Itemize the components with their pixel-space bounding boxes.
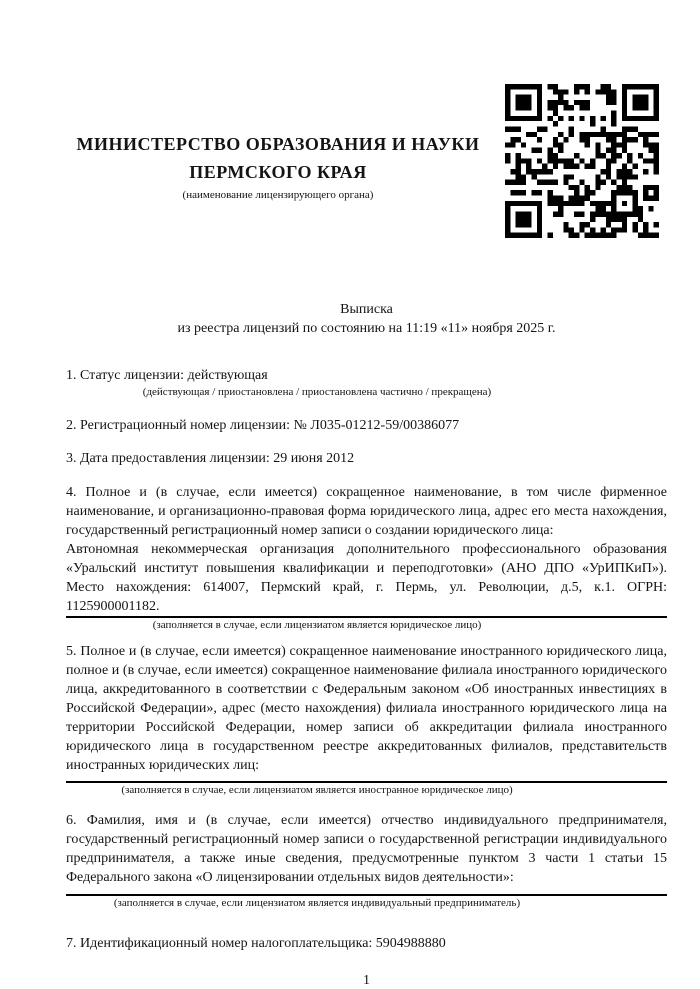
item-entrepreneur-caption: (заполняется в случае, если лицензиатом является индивидуальный предприниматель) [113, 897, 521, 909]
authority-name-line1: МИНИСТЕРСТВО ОБРАЗОВАНИЯ И НАУКИ [76, 134, 480, 154]
authority-caption: (наименование лицензирующего органа) [182, 189, 374, 201]
licensing-authority-header [66, 130, 490, 202]
item-legal-entity-question: 4. Полное и (в случае, если имеется) сокращенное наименование, в том числе фирменное наименование, и организационно-правовая форма юридического лица, адрес его места нахождения, государственный регистрационный номер записи о создании юридического лица: [66, 485, 667, 538]
item-license-date: 3. Дата предоставления лицензии: 29 июня 2012 [66, 451, 355, 466]
item-entrepreneur-question: 6. Фамилия, имя и (в случае, если имеется) отчество индивидуального предпринимателя, государственный регистрационный номер записи о государственной регистрации индивидуального предпринимателя, а также иные сведения, предусмотренные пунктом 3 части 1 статьи 15 Федерального закона «О лицензировании отдельных видов деятельности»: [66, 813, 667, 885]
item-legal-entity-caption: (заполняется в случае, если лицензиатом является юридическое лицо) [152, 619, 482, 631]
authority-name-line2: ПЕРМСКОГО КРАЯ [189, 162, 367, 182]
item-registration-number: 2. Регистрационный номер лицензии: № Л035-01212-59/00386077 [66, 418, 460, 433]
title-line1: Выписка [340, 302, 393, 317]
item-license-status: 1. Статус лицензии: действующая [66, 368, 268, 383]
item-license-status-caption: (действующая / приостановлена / приостановлена частично / прекращена) [142, 386, 492, 398]
document-content [66, 0, 667, 989]
item-taxpayer-number: 7. Идентификационный номер налогоплательщика: 5904988880 [66, 936, 446, 951]
item-legal-entity-answer: Автономная некоммерческая организация дополнительного профессионального образования «Уральский институт повышения квалификации и переподготовки» (АНО ДПО «УрИПКиП»). Место нахождения: 614007, Пермский край, г. Пермь, ул. Революции, д.5, к.1. ОГРН: 1125900001182. [66, 542, 667, 614]
title-line2: из реестра лицензий по состоянию на 11:19 «11» ноября 2025 г. [177, 321, 556, 336]
page-number: 1 [363, 973, 370, 988]
item-foreign-entity-caption: (заполняется в случае, если лицензиатом является иностранное юридическое лицо) [121, 784, 513, 796]
item-foreign-entity-question: 5. Полное и (в случае, если имеется) сокращенное наименование иностранного юридического лица, полное и (в случае, если имеется) сокращенное наименование филиала иностранного юридического лица, аккредитованного в соответствии с Федеральным законом «Об иностранных инвестициях в Российской Федерации», адрес (место нахождения) филиала иностранного юридического лица на территории Российской Федерации, номер записи об аккредитации филиала иностранного юридического лица в государственном реестре аккредитованных филиалов, представительств иностранных юридических лиц: [66, 644, 667, 773]
document-title [66, 300, 667, 338]
